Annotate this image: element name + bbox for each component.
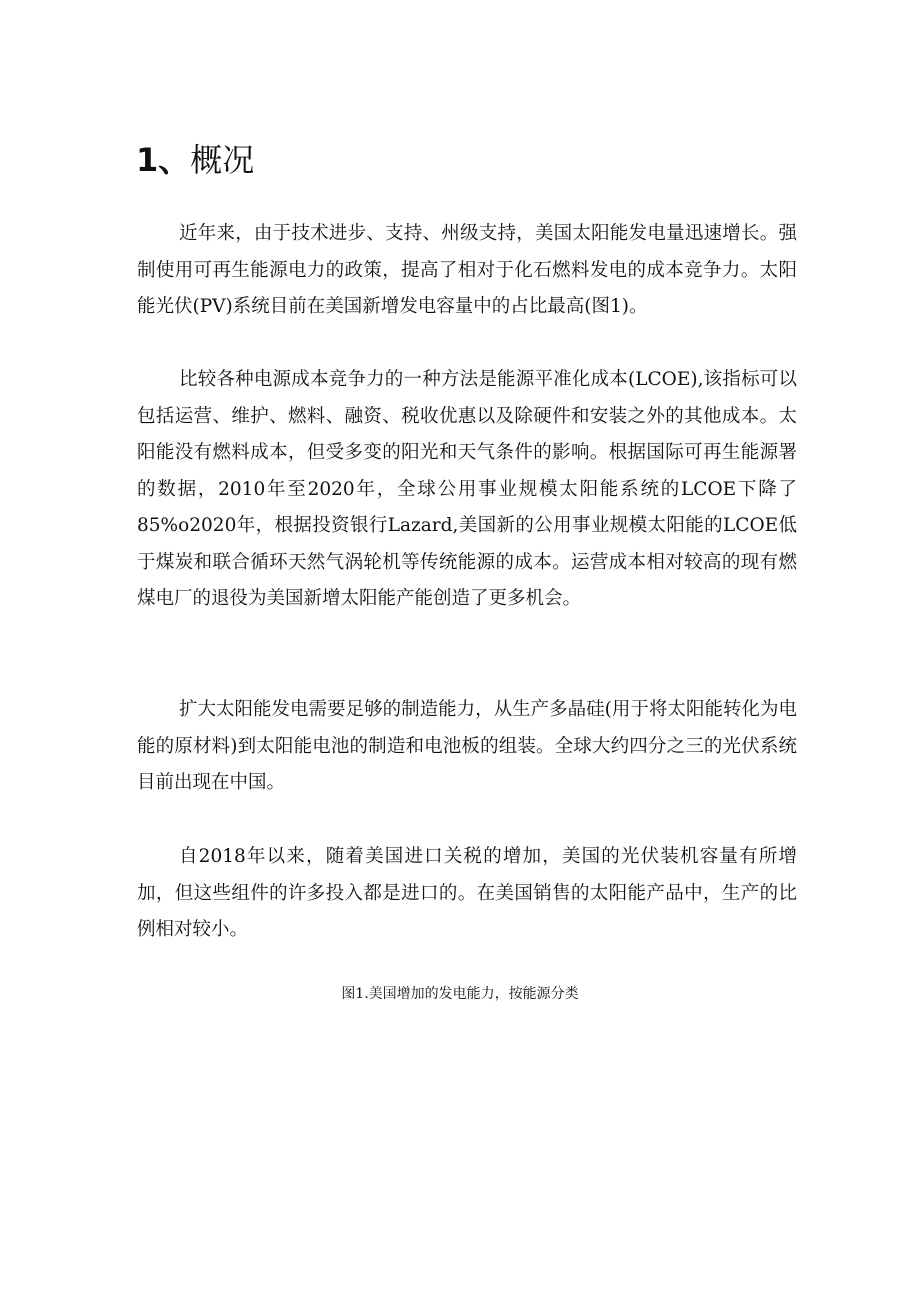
section-title: 概况 — [190, 141, 255, 179]
section-number: 1、 — [136, 141, 191, 179]
paragraph-tariffs: 自2018年以来，随着美国进口关税的增加，美国的光伏装机容量有所增加，但这些组件的许多投入都是进口的。在美国销售的太阳能产品中，生产的比例相对较小。 — [137, 846, 797, 940]
paragraph-manufacturing: 扩大太阳能发电需要足够的制造能力，从生产多晶硅(用于将太阳能转化为电能的原材料)到太阳能电池的制造和电池板的组装。全球大约四分之三的光伏系统目前出现在中国。 — [137, 699, 797, 793]
figure-caption: 图1.美国增加的发电能力，按能源分类 — [341, 986, 579, 1002]
section-heading — [136, 140, 254, 180]
paragraph-growth: 近年来，由于技术进步、支持、州级支持，美国太阳能发电量迅速增长。强制使用可再生能源电力的政策，提高了相对于化石燃料发电的成本竞争力。太阳能光伏(PV)系统目前在美国新增发电容量中的占比最高(图1)。 — [137, 223, 797, 317]
paragraph-lcoe: 比较各种电源成本竞争力的一种方法是能源平准化成本(LCOE),该指标可以包括运营、维护、燃料、融资、税收优惠以及除硬件和安装之外的其他成本。太阳能没有燃料成本，但受多变的阳光和天气条件的影响。根据国际可再生能源署的数据，2010年至2020年，全球公用事业规模太阳能系统的LCOE下降了85%o2020年，根据投资银行Lazard,美国新的公用事业规模太阳能的LCOE低于煤炭和联合循环天然气涡轮机等传统能源的成本。运营成本相对较高的现有燃煤电厂的退役为美国新增太阳能产能创造了更多机会。 — [137, 369, 797, 609]
